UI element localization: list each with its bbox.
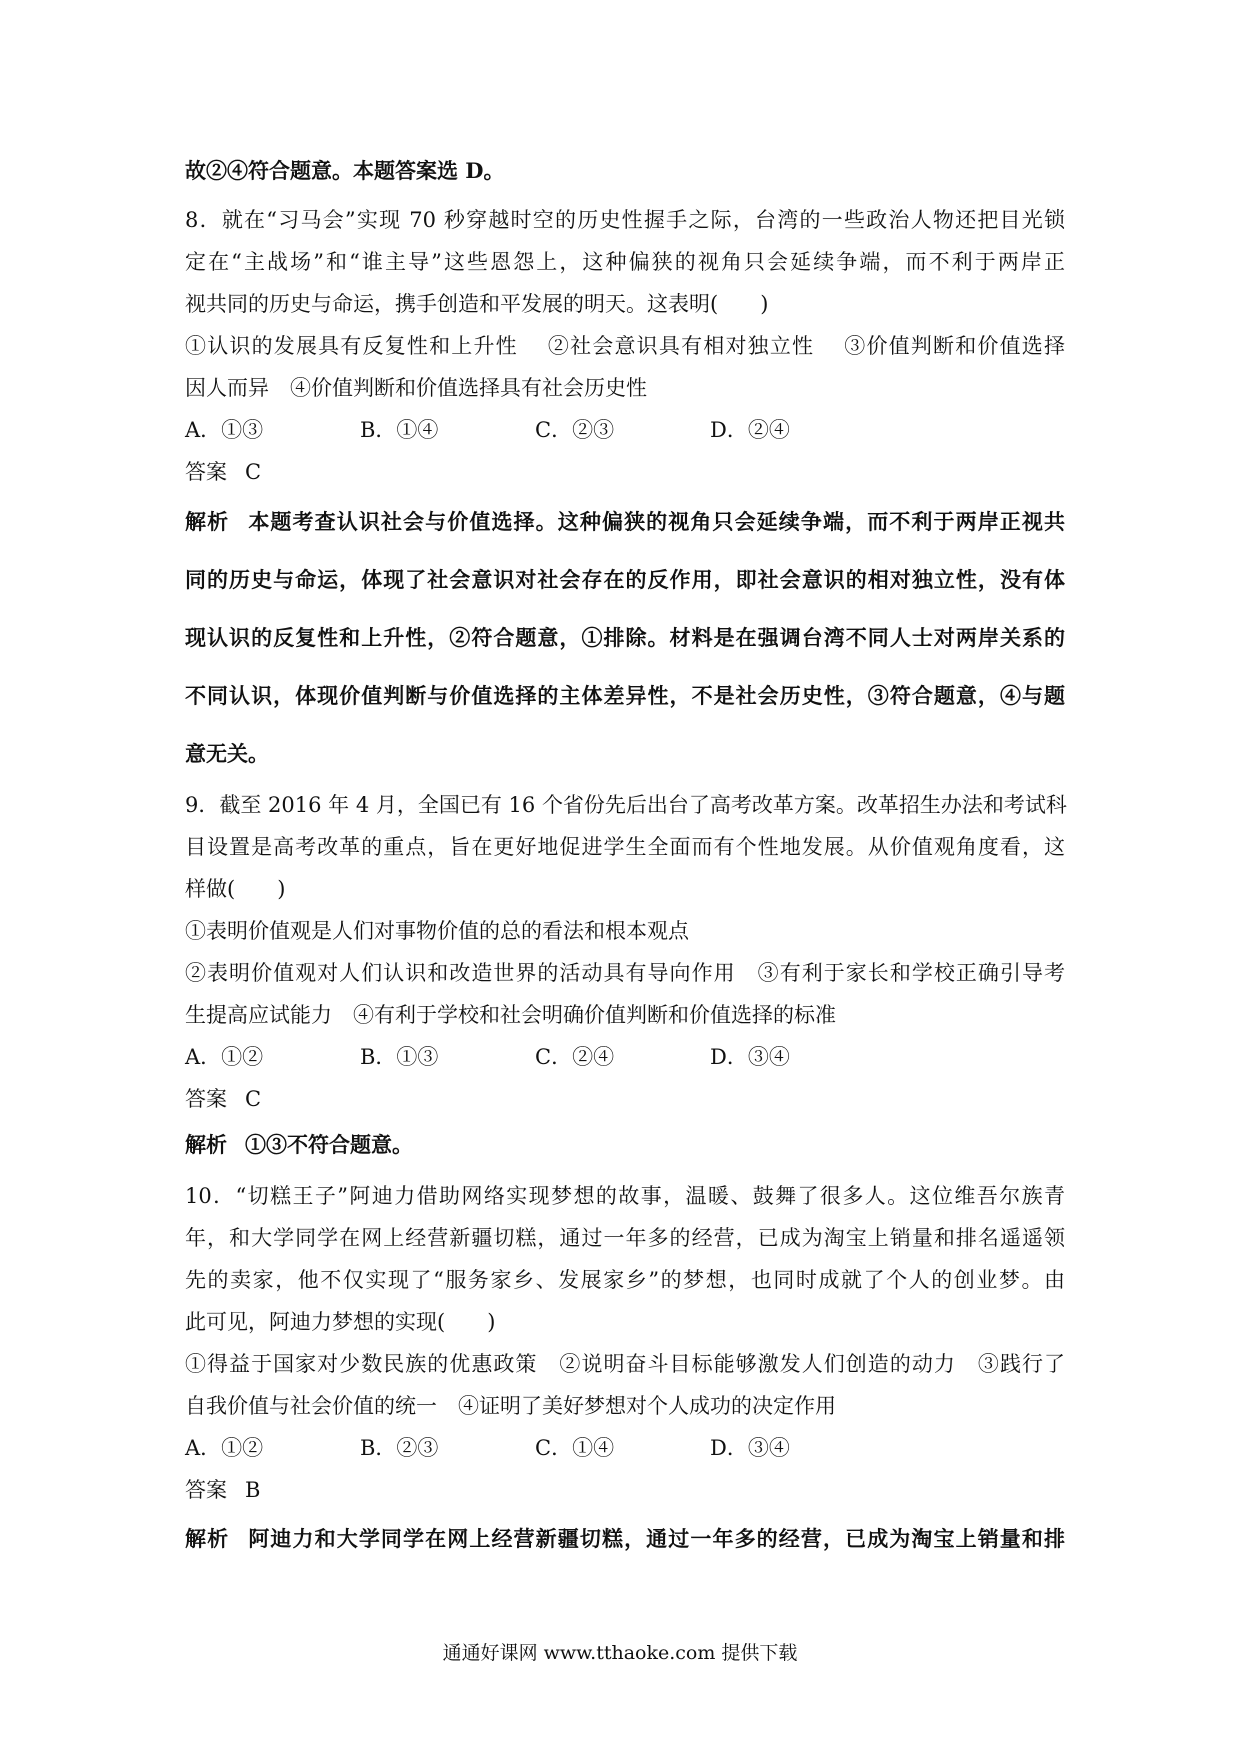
q10-item-line-1: ①得益于国家对少数民族的优惠政策 ②说明奋斗目标能够激发人们创造的动力 ③践行了 (185, 1352, 1065, 1376)
q10-analysis-text: 阿迪力和大学同学在网上经营新疆切糕，通过一年多的经营，已成为淘宝上销量和排 (247, 1526, 1066, 1551)
page-footer: 通通好课网 www.tthaoke.com 提供下载 (442, 1642, 798, 1664)
q8-option-a: A．①③ (185, 418, 264, 442)
q10-option-d: D．③④ (710, 1436, 790, 1460)
q8-answer (185, 457, 1065, 487)
q10-answer-label: 答案 (185, 1478, 227, 1502)
q8-stem-line-2: 定在“主战场”和“谁主导”这些恩怨上，这种偏狭的视角只会延续争端，而不利于两岸正 (185, 250, 1065, 274)
q9-answer (185, 1084, 1065, 1114)
q10-stem-line-1: 10．“切糕王子”阿迪力借助网络实现梦想的故事，温暖、鼓舞了很多人。这位维吾尔族青 (185, 1184, 1065, 1208)
q9-analysis (185, 1130, 1065, 1160)
q10-stem-line-2: 年，和大学同学在网上经营新疆切糕，通过一年多的经营，已成为淘宝上销量和排名遥遥领 (185, 1226, 1065, 1250)
q10-stem-line-3: 先的卖家，他不仅实现了“服务家乡、发展家乡”的梦想，也同时成就了个人的创业梦。由 (185, 1268, 1065, 1292)
q8-option-b: B．①④ (360, 418, 439, 442)
q9-answer-value: C (245, 1087, 262, 1111)
q9-option-c: C．②④ (535, 1045, 615, 1069)
q8-analysis-line-3: 现认识的反复性和上升性，②符合题意，①排除。材料是在强调台湾不同人士对两岸关系的 (185, 625, 1065, 650)
q9-analysis-text: ①③不符合题意。 (245, 1132, 413, 1157)
q8-option-d: D．②④ (710, 418, 790, 442)
q8-option-c: C．②③ (535, 418, 615, 442)
q8-stem-line-1: 8．就在“习马会”实现 70 秒穿越时空的历史性握手之际，台湾的一些政治人物还把目光锁 (185, 208, 1065, 232)
q8-analysis-line-5: 意无关。 (185, 741, 269, 766)
q9-item-line-3: 生提高应试能力 ④有利于学校和社会明确价值判断和价值选择的标准 (185, 1003, 836, 1027)
q10-stem-line-4: 此可见，阿迪力梦想的实现( ) (185, 1310, 496, 1334)
prev-analysis-tail: 故②④符合题意。本题答案选 D。 (185, 158, 505, 183)
q9-analysis-label: 解析 (185, 1132, 227, 1157)
q8-stem-line-3: 视共同的历史与命运，携手创造和平发展的明天。这表明( ) (185, 292, 769, 316)
q10-option-b: B．②③ (360, 1436, 439, 1460)
q9-answer-label: 答案 (185, 1087, 227, 1111)
q8-options (185, 415, 1065, 445)
q8-analysis-label: 解析 (185, 509, 230, 534)
q8-analysis-text-1: 本题考查认识社会与价值选择。这种偏狭的视角只会延续争端，而不利于两岸正视共 (247, 509, 1066, 534)
q8-answer-label: 答案 (185, 460, 227, 484)
q9-item-line-1: ①表明价值观是人们对事物价值的总的看法和根本观点 (185, 919, 689, 943)
q10-option-c: C．①④ (535, 1436, 615, 1460)
q9-options (185, 1042, 1065, 1072)
q9-option-a: A．①② (185, 1045, 264, 1069)
q8-analysis-line-4: 不同认识，体现价值判断与价值选择的主体差异性，不是社会历史性，③符合题意，④与题 (185, 683, 1065, 708)
q9-stem-line-3: 样做( ) (185, 877, 286, 901)
q10-analysis (185, 1524, 1065, 1554)
q8-answer-value: C (245, 460, 262, 484)
q8-analysis-line-2: 同的历史与命运，体现了社会意识对社会存在的反作用，即社会意识的相对独立性，没有体 (185, 567, 1065, 592)
q8-analysis-line-1 (185, 507, 1065, 537)
q10-option-a: A．①② (185, 1436, 264, 1460)
q9-stem-line-1: 9．截至 2016 年 4 月，全国已有 16 个省份先后出台了高考改革方案。改革招生办法和考试科 (185, 793, 1067, 817)
q10-analysis-label: 解析 (185, 1526, 230, 1551)
q9-stem-line-2: 目设置是高考改革的重点，旨在更好地促进学生全面而有个性地发展。从价值观角度看，这 (185, 835, 1065, 859)
q10-item-line-2: 自我价值与社会价值的统一 ④证明了美好梦想对个人成功的决定作用 (185, 1394, 836, 1418)
q9-option-d: D．③④ (710, 1045, 790, 1069)
q10-answer-value: B (245, 1478, 261, 1502)
q8-item-line-2: 因人而异 ④价值判断和价值选择具有社会历史性 (185, 376, 647, 400)
q8-item-line-1: ①认识的发展具有反复性和上升性 ②社会意识具有相对独立性 ③价值判断和价值选择 (185, 334, 1065, 358)
q10-options (185, 1433, 1065, 1463)
q9-option-b: B．①③ (360, 1045, 439, 1069)
q10-answer (185, 1475, 1065, 1505)
q9-item-line-2: ②表明价值观对人们认识和改造世界的活动具有导向作用 ③有利于家长和学校正确引导考 (185, 961, 1065, 985)
